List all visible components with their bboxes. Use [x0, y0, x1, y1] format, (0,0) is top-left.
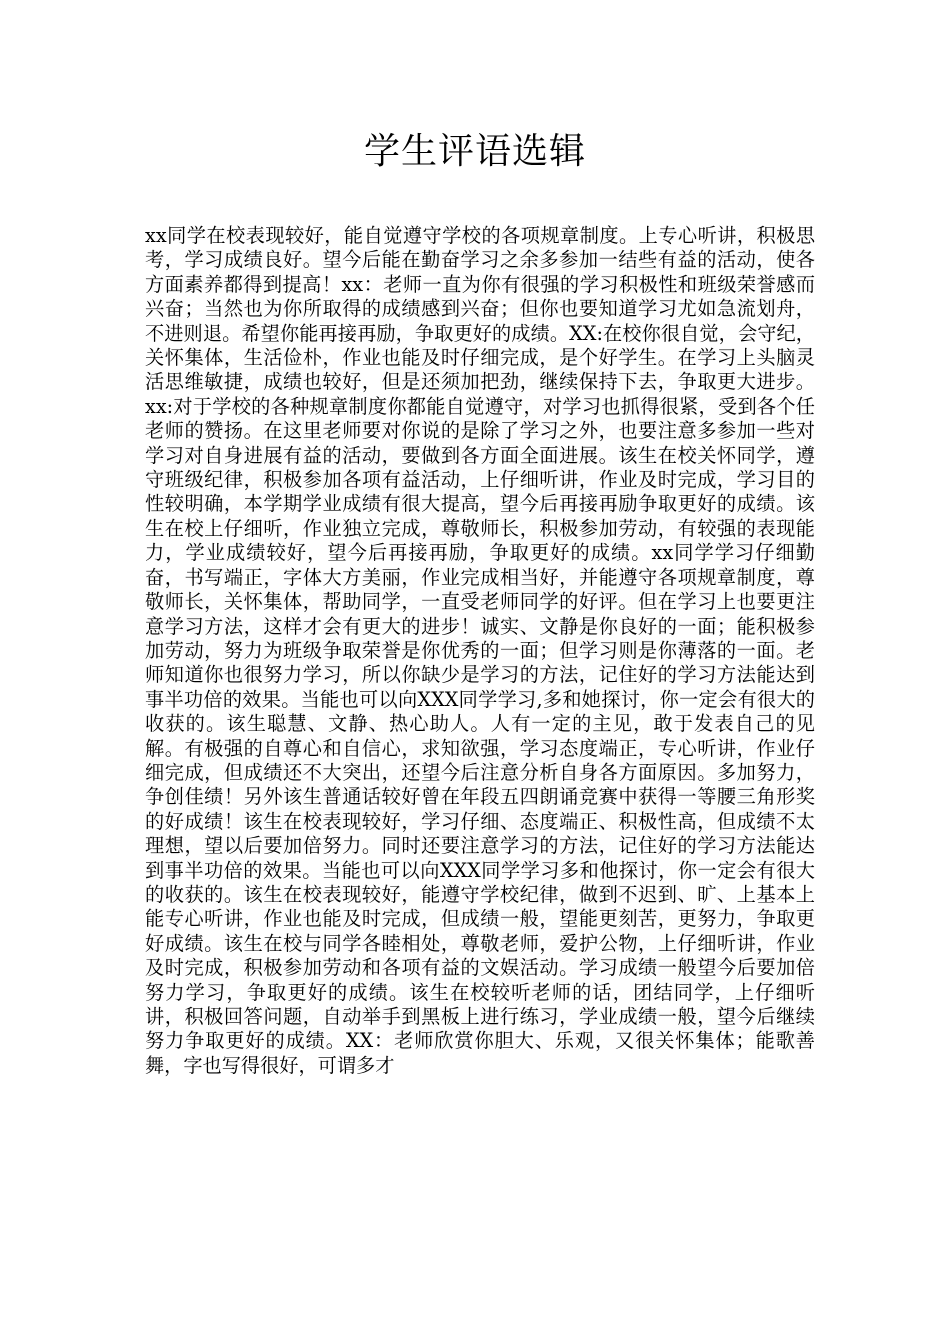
document-body-paragraph: xx同学在校表现较好，能自觉遵守学校的各项规章制度。上专心听讲，积极思考，学习成绩良好。望今后能在勤奋学习之余多参加一结些有益的活动，使各方面素养都得到提高！xx：老师一直为你有很强的学习积极性和班级荣誉感而兴奋；当然也为你所取得的成绩感到兴奋；但你也要知道学习尤如急流划舟，不进则退。希望你能再接再励，争取更好的成绩。XX:在校你很自觉，会守纪，关怀集体，生活俭朴，作业也能及时仔细完成，是个好学生。在学习上头脑灵活思维敏捷，成绩也较好，但是还须加把劲，继续保持下去，争取更大进步。xx:对于学校的各种规章制度你都能自觉遵守，对学习也抓得很紧，受到各个任老师的赞扬。在这里老师要对你说的是除了学习之外，也要注意多参加一些对学习对自身进展有益的活动，要做到各方面全面进展。该生在校关怀同学，遵守班级纪律，积极参加各项有益活动，上仔细听讲，作业及时完成，学习目的性较明确，本学期学业成绩有很大提高，望今后再接再励争取更好的成绩。该生在校上仔细听，作业独立完成，尊敬师长，积极参加劳动，有较强的表现能力，学业成绩较好，望今后再接再励，争取更好的成绩。xx同学学习仔细勤奋，书写端正，字体大方美丽，作业完成相当好，并能遵守各项规章制度，尊敬师长，关怀集体，帮助同学，一直受老师同学的好评。但在学习上也要更注意学习方法，这样才会有更大的进步！诚实、文静是你良好的一面；能积极参加劳动，努力为班级争取荣誉是你优秀的一面；但学习则是你薄落的一面。老师知道你也很努力学习，所以你缺少是学习的方法，记住好的学习方法能达到事半功倍的效果。当能也可以向XXX同学学习,多和她探讨，你一定会有很大的收获的。该生聪慧、文静、热心助人。人有一定的主见，敢于发表自己的见解。有极强的自尊心和自信心，求知欲强，学习态度端正，专心听讲，作业仔细完成，但成绩还不大突出，还望今后注意分析自身各方面原因。多加努力，争创佳绩！另外该生普通话较好曾在年段五四朗诵竞赛中获得一等腰三角形奖的好成绩！该生在校表现较好，学习仔细、态度端正、积极性高，但成绩不太理想，望以后要加倍努力。同时还要注意学习的方法，记住好的学习方法能达到事半功倍的效果。当能也可以向XXX同学学习多和他探讨，你一定会有很大的收获的。该生在校表现较好，能遵守学校纪律，做到不迟到、旷、上基本上能专心听讲，作业也能及时完成，但成绩一般，望能更刻苦，更努力，争取更好成绩。该生在校与同学各睦相处，尊敬老师，爱护公物，上仔细听讲，作业及时完成，积极参加劳动和各项有益的文娱活动。学习成绩一般望今后要加倍努力学习，争取更好的成绩。该生在校较听老师的话，团结同学，上仔细听讲，积极回答问题，自动举手到黑板上进行练习，学业成绩一般，望今后继续努力争取更好的成绩。XX：老师欣赏你胆大、乐观，又很关怀集体；能歌善舞，字也写得很好，可谓多才: [145, 224, 815, 1077]
document-title: 学生评语选辑: [363, 131, 586, 172]
